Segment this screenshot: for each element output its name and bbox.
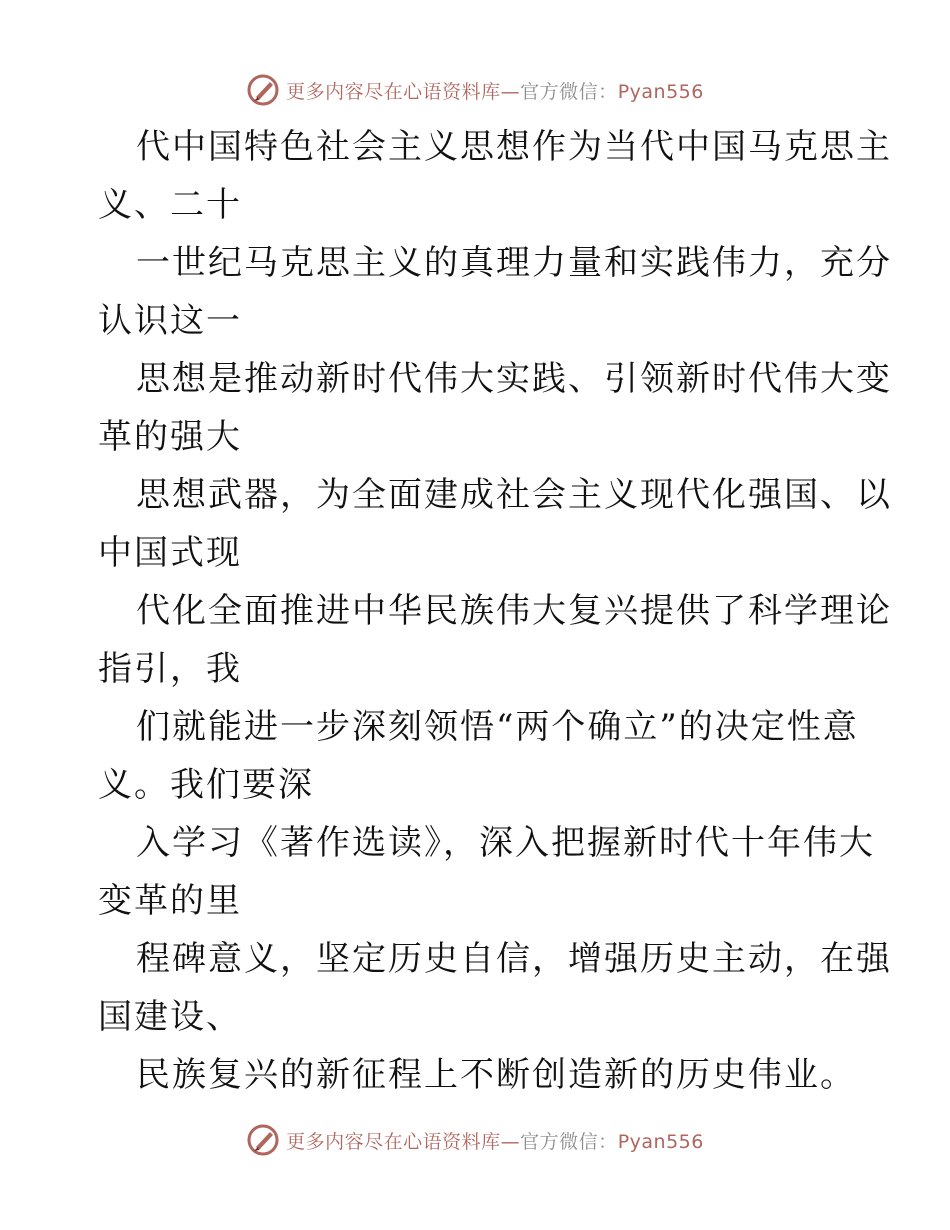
text-line: 变革的里 (98, 881, 242, 921)
text-line: 民族复兴的新征程上不断创造新的历史伟业。 (136, 1055, 856, 1095)
text-line-pair (98, 350, 892, 466)
text-line: 革的强大 (98, 417, 242, 457)
text-line-pair (98, 814, 875, 930)
text-line: 们就能进一步深刻领悟“两个确立”的决定性意 (136, 707, 859, 747)
text-line-pair (98, 466, 892, 582)
text-line: 思想是推动新时代伟大实践、引领新时代伟大变 (136, 359, 892, 399)
text-line-pair (98, 582, 892, 698)
brush-logo-icon (246, 1123, 280, 1157)
text-line: 义。我们要深 (98, 765, 314, 805)
text-line: 代中国特色社会主义思想作为当代中国马克思主 (136, 127, 892, 167)
text-line-pair (98, 118, 892, 234)
text-line: 思想武器，为全面建成社会主义现代化强国、以 (136, 475, 892, 515)
text-line: 中国式现 (98, 533, 242, 573)
text-line: 入学习《著作选读》，深入把握新时代十年伟大 (136, 823, 875, 863)
watermark-footer (0, 1120, 950, 1160)
text-line: 代化全面推进中华民族伟大复兴提供了科学理论 (136, 591, 892, 631)
watermark-text: 更多内容尽在心语资料库—官方微信：Pyan556 (286, 1130, 704, 1153)
text-line-pair (98, 930, 892, 1046)
document-body (98, 118, 892, 1104)
text-line: 国建设、 (98, 997, 242, 1037)
text-line: 一世纪马克思主义的真理力量和实践伟力，充分 (136, 243, 892, 283)
brush-logo-icon (246, 73, 280, 107)
text-line-pair (98, 1046, 858, 1104)
text-line: 指引，我 (98, 649, 242, 689)
text-line: 程碑意义，坚定历史自信，增强历史主动，在强 (136, 939, 892, 979)
text-line-pair (98, 234, 892, 350)
text-line-pair (98, 698, 858, 814)
text-line: 义、二十 (98, 185, 242, 225)
watermark-header (0, 70, 950, 110)
text-line: 认识这一 (98, 301, 242, 341)
watermark-text: 更多内容尽在心语资料库—官方微信：Pyan556 (286, 80, 704, 103)
